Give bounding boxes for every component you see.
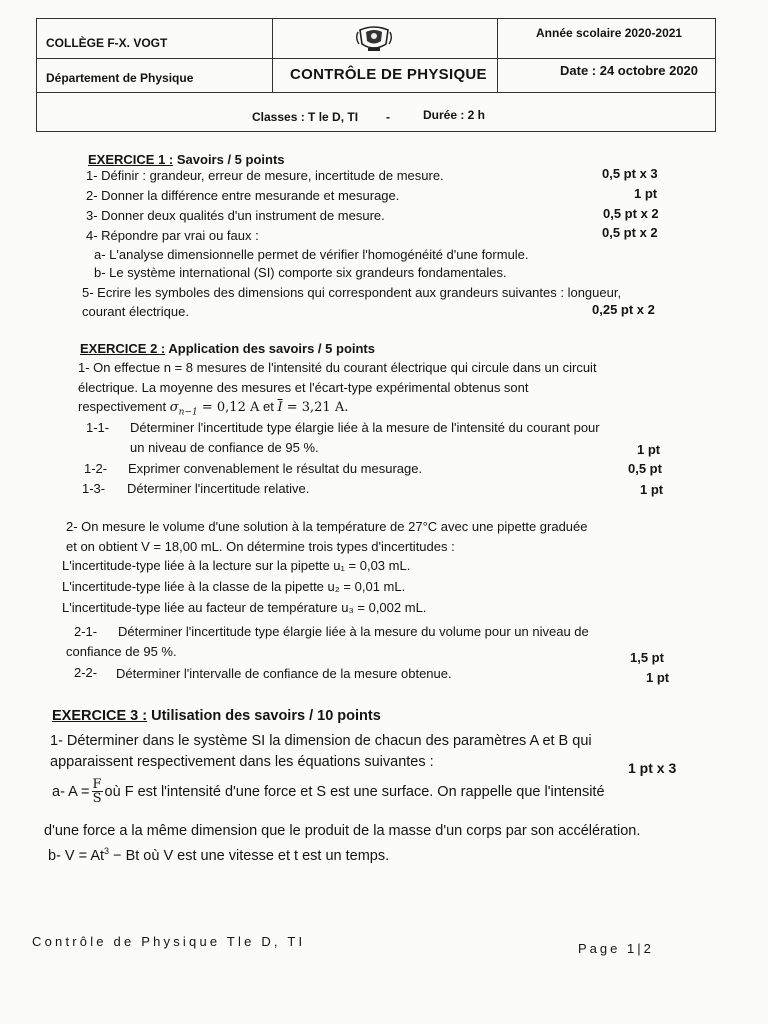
ex3-b-prefix: b- V = At: [48, 847, 105, 864]
ex3-subheading: Utilisation des savoirs / 10 points: [151, 708, 381, 724]
ex1-q5-line1: 5- Ecrire les symboles des dimensions qui correspondent aux grandeurs suivantes : longueur,: [82, 285, 622, 300]
ex2-q22-points: 1 pt: [646, 670, 670, 685]
ex2-q13: Déterminer l'incertitude relative.: [127, 481, 310, 496]
ex2-p1-line2: électrique. La moyenne des mesures et l'écart-type expérimental obtenus sont: [78, 380, 529, 395]
ex1-q3: 3- Donner deux qualités d'un instrument de mesure.: [86, 208, 385, 223]
mean-intensity-value: = 3,21 A.: [282, 400, 349, 415]
ex2-q12-points: 0,5 pt: [628, 461, 662, 476]
ex1-q2: 2- Donner la différence entre mesurande et mesurage.: [86, 188, 400, 203]
ex2-u2: L'incertitude-type liée à la classe de la pipette u₂ = 0,01 mL.: [62, 579, 406, 594]
header-col-divider-1: [272, 18, 273, 92]
school-name: COLLÈGE F-X. VOGT: [46, 36, 168, 50]
ex3-a-line2: d'une force a la même dimension que le produit de la masse d'un corps par son accélération.: [44, 823, 641, 839]
header-col-divider-2: [497, 18, 498, 92]
header-divider-1: [36, 58, 716, 59]
ex1-q4-points: 0,5 pt x 2: [602, 225, 658, 240]
ex2-q11-line1: Déterminer l'incertitude type élargie liée à la mesure de l'intensité du courant pour: [130, 420, 600, 435]
ex2-and: et: [259, 399, 278, 414]
ex2-q21-line2: confiance de 95 %.: [66, 644, 177, 659]
ex2-q12-number: 1-2-: [84, 461, 108, 476]
exam-date: Date : 24 octobre 2020: [560, 63, 699, 78]
ex3-b-exponent: 3: [104, 846, 110, 856]
sigma-symbol: σ: [169, 400, 179, 415]
ex2-q11-points: 1 pt: [637, 442, 661, 457]
ex2-p1-line3: [78, 399, 348, 418]
ex2-q13-points: 1 pt: [640, 482, 664, 497]
ex2-p1-line1: 1- On effectue n = 8 mesures de l'intensité du courant électrique qui circule dans un circuit: [78, 360, 597, 375]
ex2-q13-number: 1-3-: [82, 481, 106, 496]
ex1-subheading: Savoirs / 5 points: [176, 152, 285, 167]
ex2-q11-line2: un niveau de confiance de 95 %.: [130, 440, 319, 455]
ex3-b-text: − Bt où V est une vitesse et t est un temps.: [109, 847, 390, 864]
sigma-subscript: n−1: [178, 407, 198, 418]
ex1-q1: 1- Définir : grandeur, erreur de mesure, incertitude de mesure.: [86, 168, 444, 183]
page-title: CONTRÔLE DE PHYSIQUE: [290, 66, 487, 83]
ex1-q1-points: 0,5 pt x 3: [602, 166, 658, 181]
ex2-q12: Exprimer convenablement le résultat du mesurage.: [128, 461, 423, 476]
fraction-numerator: F: [92, 777, 102, 792]
department-name: Département de Physique: [46, 71, 194, 85]
school-year: Année scolaire 2020-2021: [536, 26, 683, 40]
ex2-q21-number: 2-1-: [74, 624, 98, 639]
exam-classes: Classes : T le D, TI: [252, 110, 359, 124]
ex3-heading-label: EXERCICE 3 :: [52, 708, 148, 724]
ex2-p1-prefix: respectivement: [78, 399, 167, 414]
ex3-a-text: où F est l'intensité d'une force et S est une surface. On rappelle que l'intensité: [104, 783, 605, 800]
ex2-p2-line1: 2- On mesure le volume d'une solution à la température de 27°C avec une pipette graduée: [66, 519, 588, 534]
ex1-q4: 4- Répondre par vrai ou faux :: [86, 228, 259, 243]
ex1-q4b: b- Le système international (SI) comporte six grandeurs fondamentales.: [94, 265, 507, 280]
header-divider-2: [36, 92, 716, 93]
ex3-item-a: [52, 778, 605, 805]
school-emblem-icon: [354, 22, 394, 54]
ex2-q21-line1: Déterminer l'incertitude type élargie liée à la mesure du volume pour un niveau de: [118, 624, 589, 639]
ex1-q2-points: 1 pt: [634, 186, 658, 201]
ex2-u3: L'incertitude-type liée au facteur de température u₃ = 0,002 mL.: [62, 600, 427, 615]
ex2-q21-points: 1,5 pt: [630, 650, 664, 665]
fraction-denominator: S: [92, 791, 102, 806]
sigma-value: = 0,12 A: [197, 400, 260, 415]
header-dash: -: [386, 110, 390, 124]
ex2-p2-line2: et on obtient V = 18,00 mL. On détermine trois types d'incertitudes :: [66, 539, 455, 554]
footer-title: Contrôle de Physique Tle D, TI: [32, 934, 306, 949]
ex3-a-prefix: a- A =: [52, 783, 90, 800]
ex1-heading-label: EXERCICE 1 :: [88, 152, 174, 167]
ex2-subheading: Application des savoirs / 5 points: [168, 341, 375, 356]
ex1-q5-line2: courant électrique.: [82, 304, 189, 319]
ex2-heading: [80, 341, 375, 356]
page-number: Page 1|2: [578, 941, 654, 956]
exam-duration: Durée : 2 h: [423, 108, 486, 122]
force-over-surface-fraction: [92, 778, 103, 805]
ex3-p1-line1: 1- Déterminer dans le système SI la dimension de chacun des paramètres A et B qui: [50, 733, 592, 749]
ex2-q22: Déterminer l'intervalle de confiance de la mesure obtenue.: [116, 666, 452, 681]
ex3-p1-line2: apparaissent respectivement dans les équations suivantes :: [50, 754, 434, 770]
ex3-heading: [52, 708, 381, 724]
ex3-p1-points: 1 pt x 3: [628, 760, 677, 776]
ex3-item-b: [48, 846, 389, 864]
ex2-q22-number: 2-2-: [74, 665, 98, 680]
ex2-q11-number: 1-1-: [86, 420, 110, 435]
mean-intensity-symbol: $\overline{I}$: [277, 400, 283, 415]
ex2-heading-label: EXERCICE 2 :: [80, 341, 166, 356]
ex1-q5-points: 0,25 pt x 2: [592, 302, 655, 317]
ex2-u1: L'incertitude-type liée à la lecture sur la pipette u₁ = 0,03 mL.: [62, 558, 411, 573]
ex1-q3-points: 0,5 pt x 2: [603, 206, 659, 221]
ex1-q4a: a- L'analyse dimensionnelle permet de vérifier l'homogénéité d'une formule.: [94, 247, 529, 262]
ex1-heading: [88, 152, 285, 167]
